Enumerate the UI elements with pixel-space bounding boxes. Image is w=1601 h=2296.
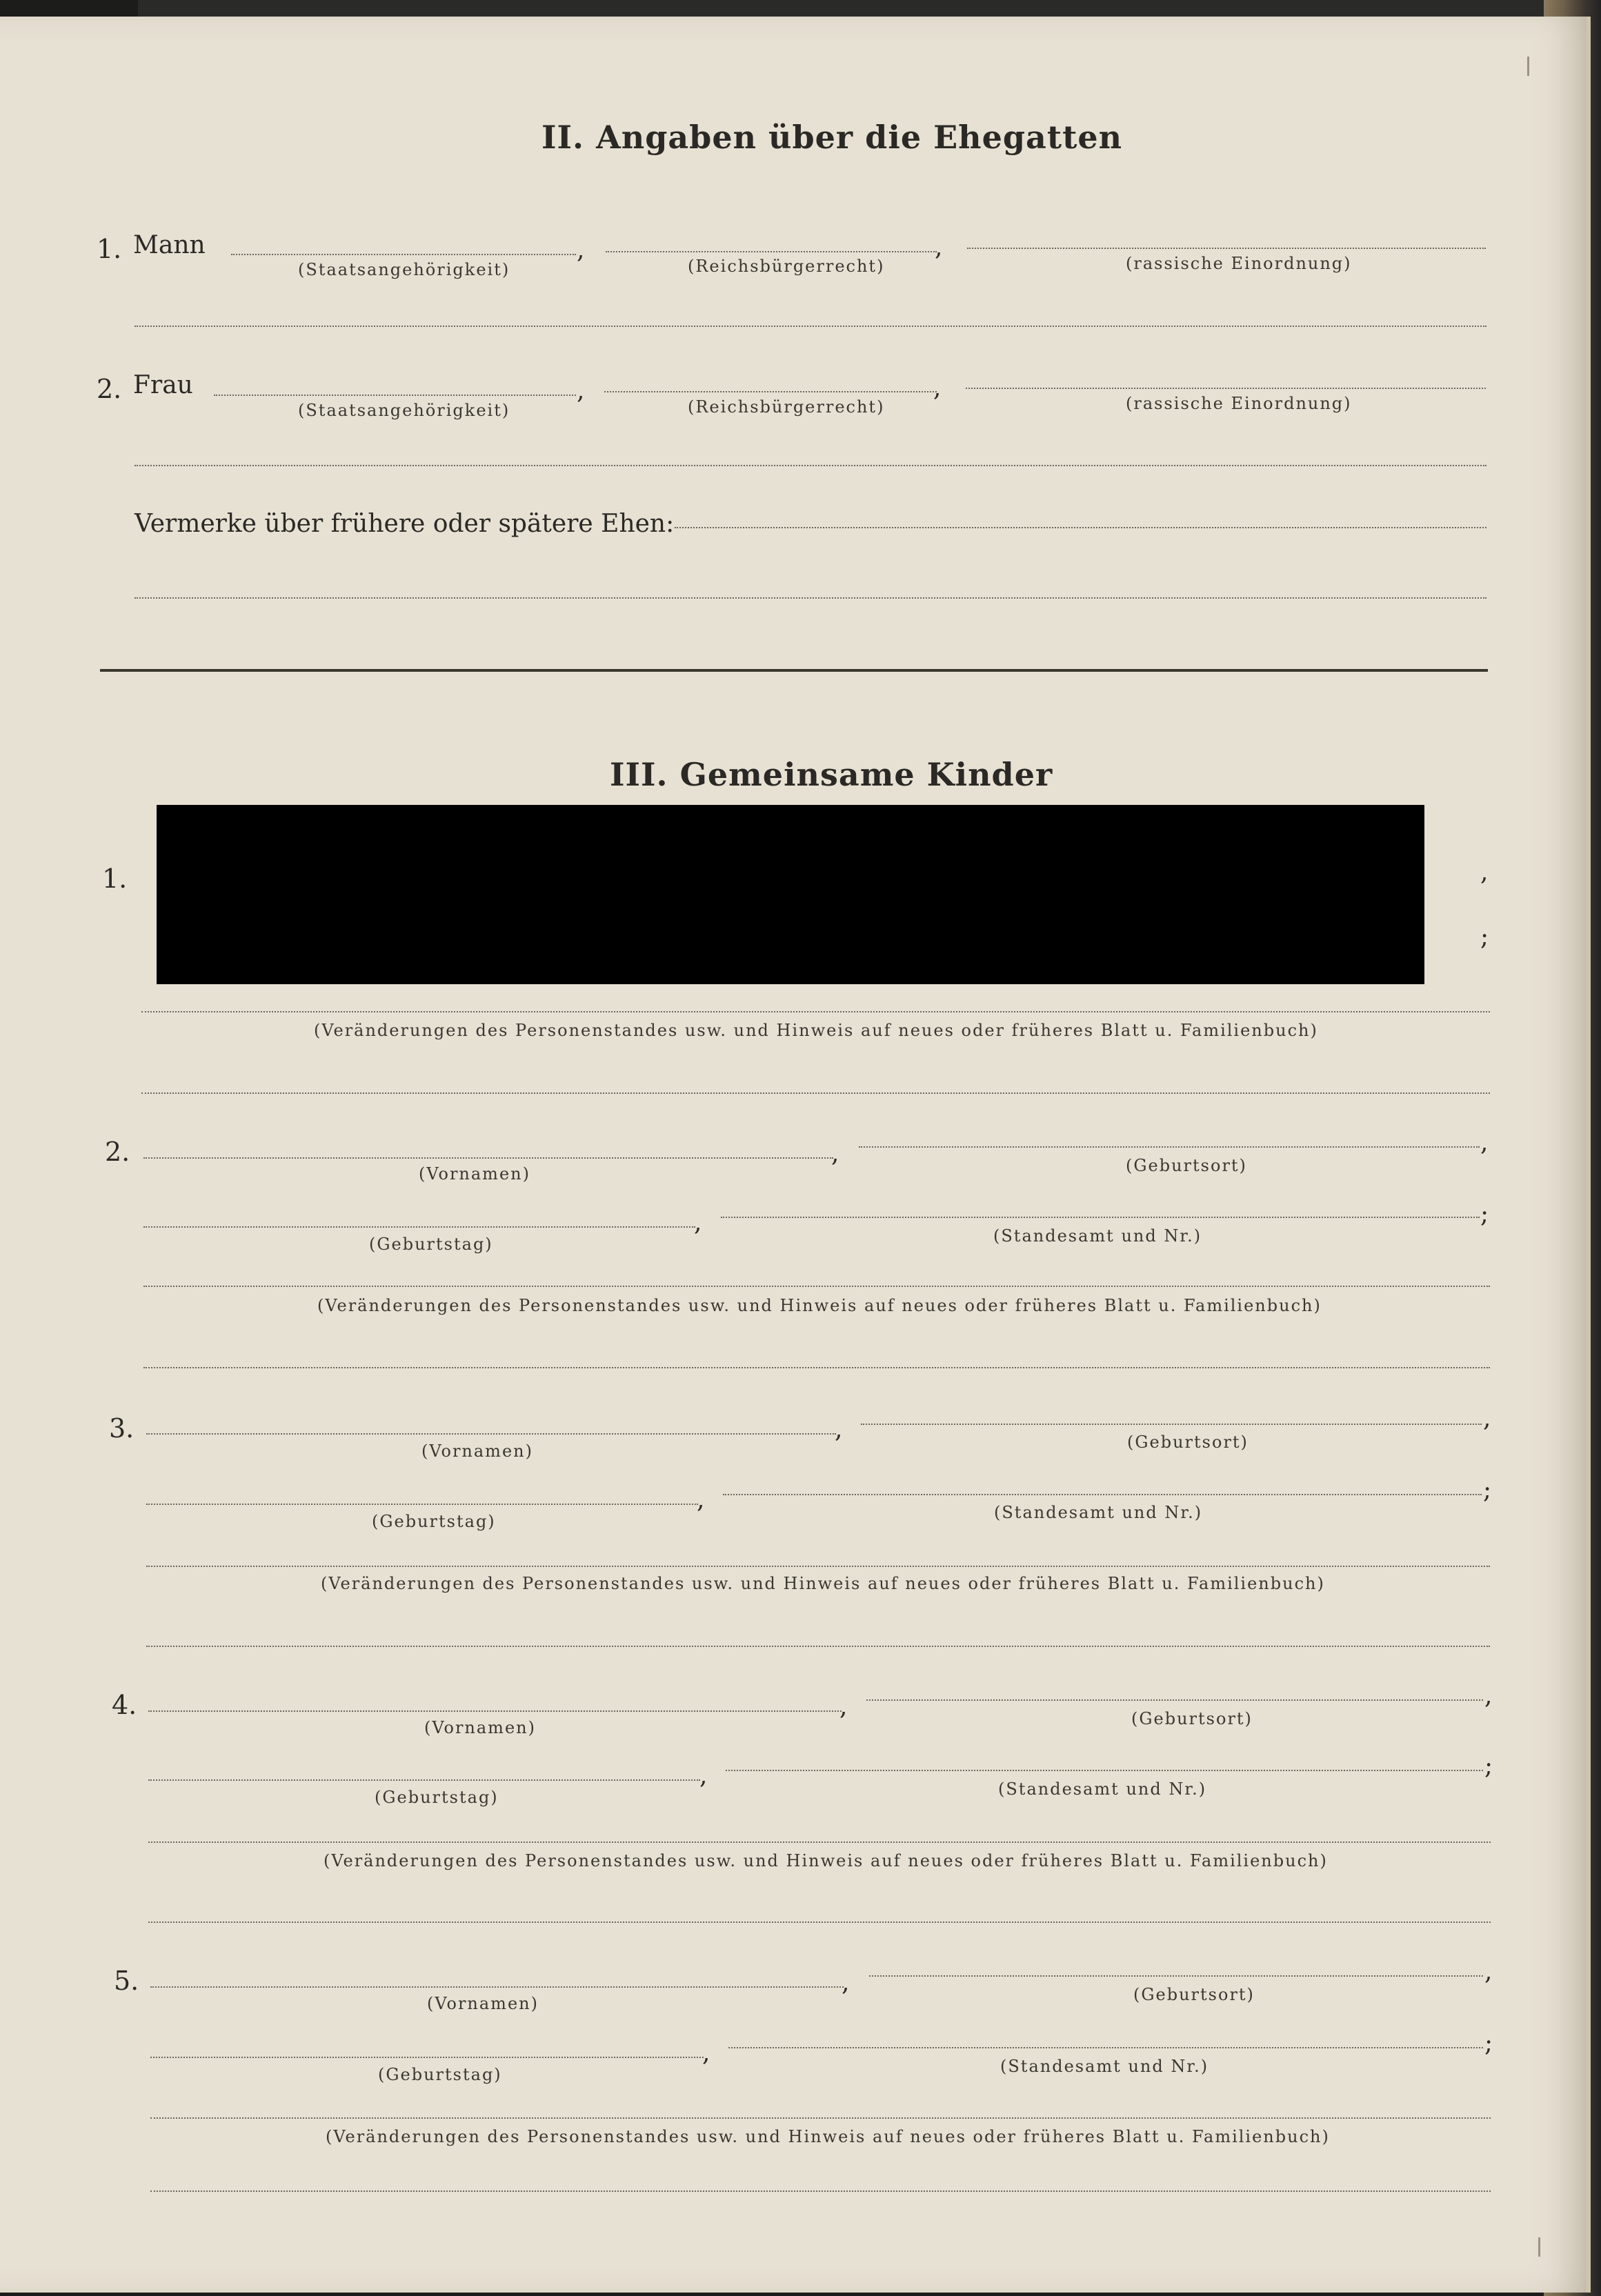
section-2-title: II. Angaben über die Ehegatten [541,119,1123,156]
separator-semicolon: ; [1484,2029,1493,2057]
caption-birthday: (Geburtstag) [369,1235,493,1254]
remarks-field[interactable] [675,527,1486,528]
remarks-label: Vermerke über frühere oder spätere Ehen: [135,510,675,538]
child-5-first-names-field[interactable] [150,1986,844,1988]
separator-comma: , [842,1968,850,1997]
child-3-birthplace-field[interactable] [861,1424,1482,1425]
caption-registry: (Standesamt und Nr.) [994,1503,1203,1522]
caption-first-names: (Vornamen) [421,1441,533,1461]
husband-racial-field[interactable] [967,248,1486,249]
child-2-extra-line[interactable] [143,1367,1490,1368]
separator-comma: , [699,1761,708,1790]
wife-extra-line[interactable] [135,465,1486,466]
separator-comma: , [577,377,585,405]
caption-reich-citizenship: (Reichsbürgerrecht) [688,257,885,276]
caption-racial: (rassische Einordnung) [1126,394,1352,413]
child-4-birthday-field[interactable] [148,1779,700,1781]
caption-first-names: (Vornamen) [427,1994,539,2013]
separator-comma: , [935,233,943,261]
caption-registry: (Standesamt und Nr.) [1000,2057,1209,2076]
page-edge-mark [1538,2237,1540,2257]
child-4-birthplace-field[interactable] [866,1699,1483,1701]
child-3-registry-field[interactable] [723,1494,1482,1495]
separator-comma: , [694,1208,702,1237]
caption-changes: (Veränderungen des Personenstandes usw. und Hinweis auf neues oder früheres Blatt u. Familienbuch) [317,1296,1322,1315]
child-5-birthplace-field[interactable] [869,1975,1483,1977]
separator-comma: , [835,1415,843,1444]
caption-racial: (rassische Einordnung) [1126,254,1352,273]
redaction-block [157,805,1424,984]
caption-birthday: (Geburtstag) [372,1512,496,1531]
caption-birthday: (Geburtstag) [378,2065,502,2084]
form-page [0,17,1591,2293]
caption-changes: (Veränderungen des Personenstandes usw. und Hinweis auf neues oder früheres Blatt u. Familienbuch) [324,1851,1328,1870]
child-3-changes-field[interactable] [146,1566,1490,1567]
section-divider [100,669,1488,672]
child-3-first-names-field[interactable] [146,1433,836,1435]
child-5-number: 5. [114,1966,139,1996]
separator-semicolon: ; [1484,1752,1493,1780]
caption-reich-citizenship: (Reichsbürgerrecht) [688,397,885,417]
wife-number: 2. [97,374,122,404]
caption-birthplace: (Geburtsort) [1131,1709,1253,1728]
husband-extra-line[interactable] [135,326,1486,327]
remarks-field-line-2[interactable] [135,597,1486,599]
husband-citizenship-field[interactable] [231,254,576,255]
caption-birthplace: (Geburtsort) [1133,1985,1255,2004]
child-5-changes-field[interactable] [150,2117,1491,2119]
section-3-title: III. Gemeinsame Kinder [610,756,1053,793]
child-2-birthday-field[interactable] [143,1226,695,1228]
child-5-birthday-field[interactable] [150,2057,704,2058]
caption-changes: (Veränderungen des Personenstandes usw. und Hinweis auf neues oder früheres Blatt u. Familienbuch) [326,2127,1330,2146]
child-1-extra-line[interactable] [141,1092,1490,1094]
separator-semicolon: ; [1480,1200,1489,1228]
child-1-changes-field[interactable] [141,1011,1490,1012]
caption-birthplace: (Geburtsort) [1127,1432,1249,1452]
husband-label: Mann [133,231,206,259]
child-2-registry-field[interactable] [721,1217,1480,1218]
wife-reich-citizenship-field[interactable] [604,391,937,392]
wife-racial-field[interactable] [966,388,1486,389]
separator-comma: , [702,2039,710,2067]
child-2-number: 2. [105,1137,130,1167]
child-4-first-names-field[interactable] [148,1710,842,1712]
caption-birthplace: (Geburtsort) [1126,1156,1247,1175]
child-4-registry-field[interactable] [726,1770,1483,1771]
caption-changes: (Veränderungen des Personenstandes usw. und Hinweis auf neues oder früheres Blatt u. Familienbuch) [314,1021,1318,1040]
child-2-birthplace-field[interactable] [859,1146,1480,1148]
child-5-registry-field[interactable] [728,2047,1483,2048]
child-1-number: 1. [102,864,128,894]
child-3-number: 3. [109,1413,135,1444]
separator-comma: , [839,1693,848,1721]
separator-comma: , [933,374,942,402]
separator-comma: , [697,1486,705,1514]
page-edge-mark [1527,57,1529,76]
separator-comma: , [1480,858,1489,886]
child-2-first-names-field[interactable] [143,1157,833,1159]
caption-registry: (Standesamt und Nr.) [993,1226,1202,1246]
separator-comma: , [1484,1681,1493,1710]
wife-label: Frau [133,371,193,399]
child-5-extra-line[interactable] [150,2190,1491,2192]
child-3-birthday-field[interactable] [146,1504,698,1505]
caption-birthday: (Geburtstag) [375,1788,499,1807]
separator-comma: , [577,236,585,264]
husband-number: 1. [97,234,122,264]
separator-comma: , [1484,1957,1493,1986]
caption-first-names: (Vornamen) [419,1164,530,1184]
wife-citizenship-field[interactable] [214,395,576,396]
husband-reich-citizenship-field[interactable] [606,251,937,252]
caption-registry: (Standesamt und Nr.) [998,1779,1207,1799]
child-4-number: 4. [112,1690,137,1720]
child-4-extra-line[interactable] [148,1921,1491,1923]
separator-comma: , [831,1139,839,1168]
child-2-changes-field[interactable] [143,1286,1490,1287]
child-4-changes-field[interactable] [148,1841,1491,1843]
caption-first-names: (Vornamen) [424,1718,536,1737]
caption-citizenship: (Staatsangehörigkeit) [298,401,510,420]
caption-citizenship: (Staatsangehörigkeit) [298,260,510,279]
caption-changes: (Veränderungen des Personenstandes usw. und Hinweis auf neues oder früheres Blatt u. Familienbuch) [321,1574,1325,1593]
separator-comma: , [1480,1128,1489,1157]
scan-background-top [138,0,1601,18]
child-3-extra-line[interactable] [146,1646,1490,1647]
separator-comma: , [1483,1404,1491,1432]
separator-semicolon: ; [1483,1476,1492,1504]
separator-semicolon: ; [1480,923,1489,951]
